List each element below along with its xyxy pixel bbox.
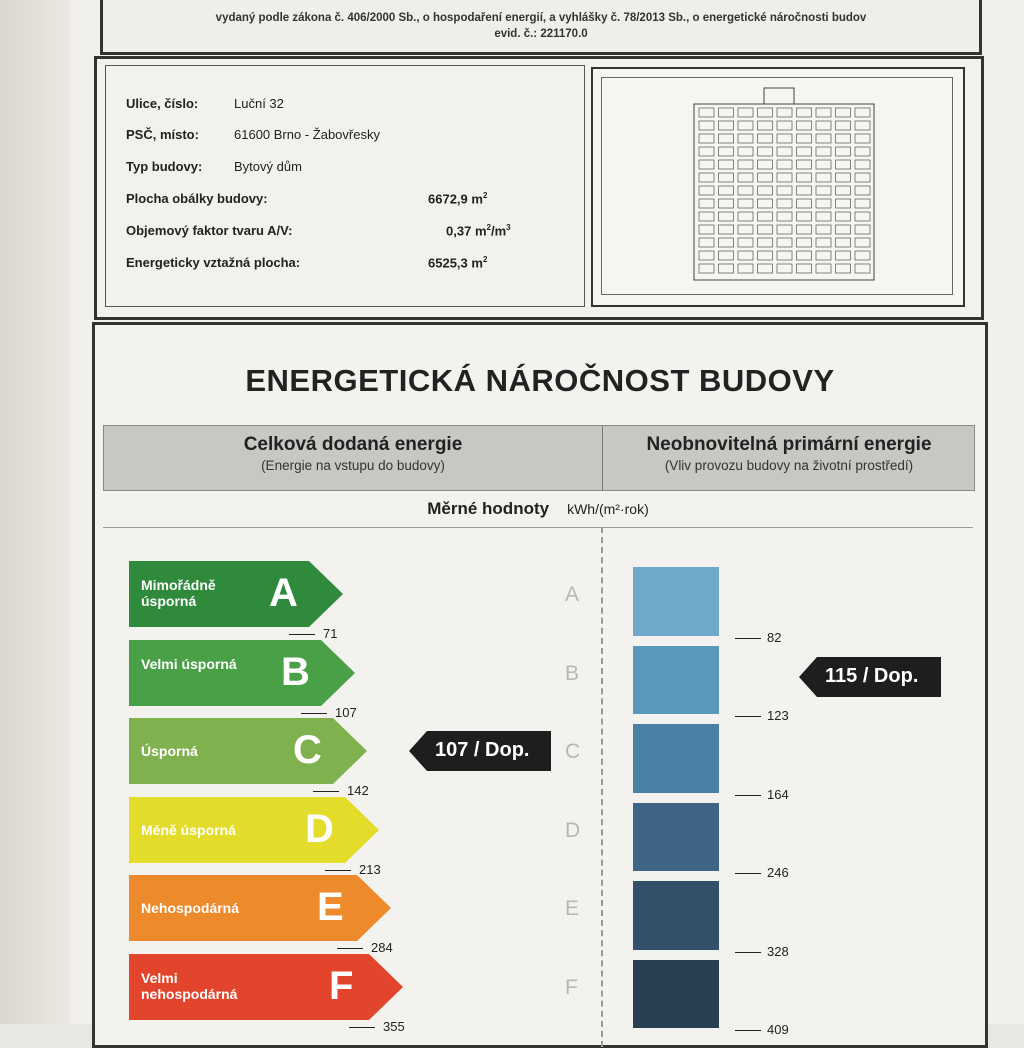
header-box — [100, 0, 982, 55]
primary-limit-value: 246 — [767, 865, 789, 880]
building-drawing-frame — [591, 67, 965, 307]
energy-class-label: Nehospodárná — [141, 900, 240, 916]
column-headers — [103, 425, 975, 491]
street-value: Luční 32 — [234, 96, 284, 111]
psc-value: 61600 Brno - Žabovřesky — [234, 127, 380, 142]
primary-limit-arrow — [735, 716, 761, 717]
energy-class-letter: F — [329, 963, 354, 1008]
column-divider — [601, 527, 603, 1047]
ghost-class-letter: F — [565, 975, 578, 999]
primary-limit-value: 164 — [767, 786, 789, 802]
ghost-class-letter: E — [565, 897, 580, 920]
energy-class-letter: E — [317, 885, 344, 929]
delivered-limit-value: 284 — [371, 940, 393, 955]
ghost-class-letter: A — [565, 583, 580, 606]
delivered-energy-rating-marker-label: 107 / Dop. — [435, 739, 530, 761]
building-facade-drawing — [602, 78, 952, 294]
energy-class-c — [129, 718, 367, 784]
delivered-limit-value: 71 — [323, 626, 338, 641]
psc-label: PSČ, místo: — [126, 127, 199, 142]
primary-energy-rating-marker-label: 115 / Dop. — [825, 665, 919, 687]
delivered-limit-value: 213 — [359, 861, 381, 877]
area-label: Energeticky vztažná plocha: — [126, 255, 301, 270]
energy-class-d — [129, 797, 379, 863]
energy-class-label: Mimořádně úsporná — [141, 577, 216, 609]
energy-class-f — [129, 954, 403, 1020]
primary-energy-bar — [633, 646, 719, 715]
delivered-energy-rating-marker — [409, 731, 551, 771]
primary-limit-value: 123 — [767, 708, 789, 723]
primary-energy-bar — [633, 567, 719, 636]
primary-limit-arrow — [735, 795, 761, 796]
building-info — [94, 56, 984, 320]
legal-text: vydaný podle zákona č. 406/2000 Sb., o hospodaření energií, a vyhlášky č. 78/2013 Sb., o energetické náročnosti budov evid. č.: 221170.0 — [103, 10, 979, 42]
delivered-limit-value: 142 — [347, 783, 369, 798]
page-title: ENERGETICKÁ NÁROČNOST BUDOVY — [245, 363, 835, 398]
energy-class-e — [129, 875, 391, 941]
shape-factor-value: 0,37 $m^2/m^3$ — [446, 223, 511, 239]
delivered-limit-value: 107 — [335, 704, 357, 720]
envelope-value: 6672,9 $m^2$ — [428, 191, 488, 207]
energy-class-letter: C — [293, 728, 322, 772]
primary-limit-arrow — [735, 873, 761, 874]
ghost-class-letter: D — [565, 818, 581, 842]
units-label: Měrné hodnoty — [427, 499, 550, 518]
ghost-class-letter: C — [565, 740, 581, 763]
primary-limit-arrow — [735, 952, 761, 953]
ghost-class-letter: B — [565, 661, 580, 685]
limit-arrow — [289, 634, 315, 635]
energy-performance-panel — [92, 322, 988, 1048]
limit-arrow — [325, 870, 351, 871]
limit-arrow — [313, 791, 339, 792]
limit-arrow — [349, 1027, 375, 1028]
units-value: kWh/(m²·rok) — [567, 501, 649, 517]
energy-class-a — [129, 561, 343, 627]
primary-energy-bar — [633, 960, 719, 1029]
primary-energy-rating-marker — [799, 657, 941, 697]
primary-energy-bar — [633, 803, 719, 872]
primary-limit-value: 328 — [767, 943, 789, 959]
energy-class-label: Velmi nehospodárná — [141, 969, 238, 1002]
delivered-energy-header: Celková dodaná energie (Energie na vstupu do budovy) — [243, 434, 463, 473]
primary-energy-bar — [633, 881, 719, 950]
energy-class-label: Úsporná — [141, 743, 198, 759]
limit-arrow — [301, 713, 327, 714]
type-label: Typ budovy: — [126, 159, 203, 174]
units-row — [103, 491, 973, 528]
type-value: Bytový dům — [234, 159, 302, 174]
energy-class-label: Méně úsporná — [141, 821, 236, 838]
delivered-limit-value: 355 — [383, 1018, 405, 1034]
limit-arrow — [337, 948, 363, 949]
primary-limit-arrow — [735, 638, 761, 639]
page-shadow — [0, 0, 70, 1024]
envelope-label: Plocha obálky budovy: — [126, 191, 268, 206]
shape-factor-label: Objemový faktor tvaru A/V: — [126, 223, 293, 238]
energy-class-letter: B — [281, 649, 310, 694]
energy-class-label: Velmi úsporná — [141, 655, 237, 672]
building-details — [105, 65, 585, 307]
energy-class-b — [129, 640, 355, 706]
primary-limit-value: 82 — [767, 629, 782, 645]
primary-energy-bar — [633, 724, 719, 793]
energy-class-letter: A — [269, 571, 298, 615]
evidence-number: evid. č.: 221170.0 — [494, 28, 588, 40]
primary-energy-header: Neobnovitelná primární energie (Vliv provozu budovy na životní prostředí) — [646, 434, 932, 473]
primary-limit-arrow — [735, 1030, 761, 1031]
area-value: 6525,3 $m^2$ — [428, 255, 488, 271]
street-label: Ulice, číslo: — [126, 96, 199, 111]
energy-class-letter: D — [305, 806, 334, 851]
primary-limit-value: 409 — [767, 1022, 789, 1037]
